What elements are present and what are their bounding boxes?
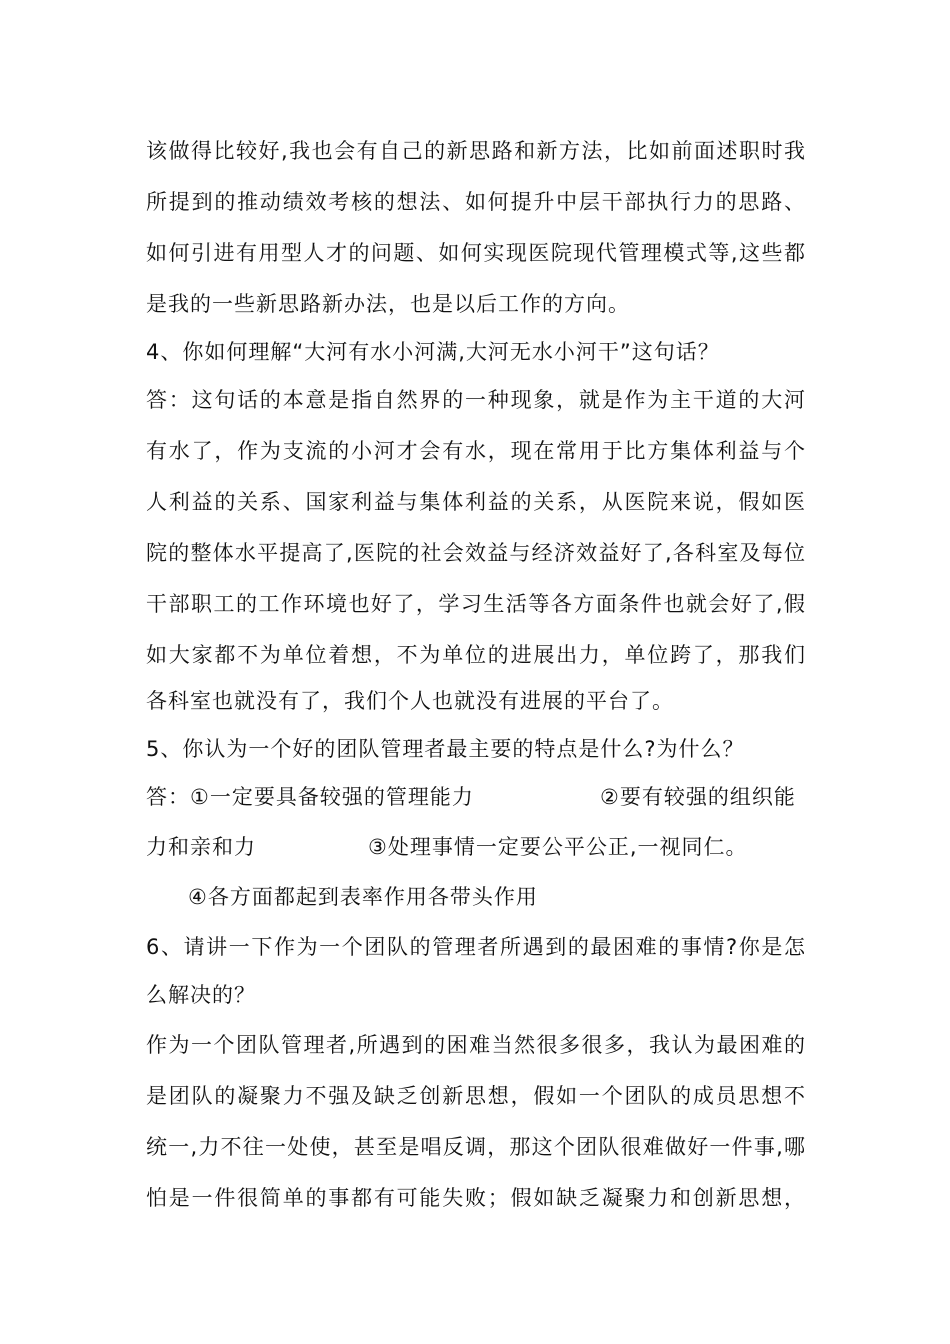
text-line: 如何引进有用型人才的问题、如何实现医院现代管理模式等,这些都: [146, 241, 806, 265]
text-line: 答：这句话的本意是指自然界的一种现象，就是作为主干道的大河: [146, 388, 806, 412]
question-6: 6、请讲一下作为一个团队的管理者所遇到的最困难的事情?你是怎: [146, 935, 806, 959]
text-line: 作为一个团队管理者,所遇到的困难当然很多很多，我认为最困难的: [146, 1033, 806, 1057]
text-line: 有水了，作为支流的小河才会有水，现在常用于比方集体利益与个: [146, 439, 806, 463]
text-line: 怕是一件很简单的事都有可能失败；假如缺乏凝聚力和创新思想，: [146, 1186, 806, 1210]
text-line: 如大家都不为单位着想，不为单位的进展出力，单位跨了，那我们: [146, 643, 806, 667]
text-line: 该做得比较好,我也会有自己的新思路和新方法，比如前面述职时我: [146, 139, 806, 163]
question-6-cont: 么解决的？: [146, 983, 256, 1007]
text-line: 人利益的关系、国家利益与集体利益的关系，从医院来说，假如医: [146, 490, 806, 514]
text-line: 是我的一些新思路新办法，也是以后工作的方向。: [146, 292, 630, 316]
question-5: 5、你认为一个好的团队管理者最主要的特点是什么?为什么？: [146, 737, 745, 761]
text-line: 院的整体水平提高了,医院的社会效益与经济效益好了,各科室及每位: [146, 541, 806, 565]
answer-5-point-2-cont: 力和亲和力: [146, 835, 256, 859]
answer-5-point-2: ②要有较强的组织能: [600, 785, 796, 809]
text-line: 所提到的推动绩效考核的想法、如何提升中层干部执行力的思路、: [146, 190, 806, 214]
answer-5-point-4: ④各方面都起到表率作用各带头作用: [188, 885, 538, 909]
answer-5-line-1: [146, 782, 806, 812]
text-line: 各科室也就没有了，我们个人也就没有进展的平台了。: [146, 689, 674, 713]
text-line: 干部职工的工作环境也好了，学习生活等各方面条件也就会好了,假: [146, 592, 806, 616]
text-line: 统一,力不往一处使，甚至是唱反调，那这个团队很难做好一件事,哪: [146, 1135, 806, 1159]
answer-5-point-1: 答：①一定要具备较强的管理能力: [146, 785, 474, 809]
text-line: 是团队的凝聚力不强及缺乏创新思想，假如一个团队的成员思想不: [146, 1084, 806, 1108]
question-4: 4、你如何理解“大河有水小河满,大河无水小河干”这句话？: [146, 340, 720, 364]
answer-5-point-3: ③处理事情一定要公平公正,一视同仁。: [368, 835, 748, 859]
answer-5-line-2: [146, 832, 806, 862]
